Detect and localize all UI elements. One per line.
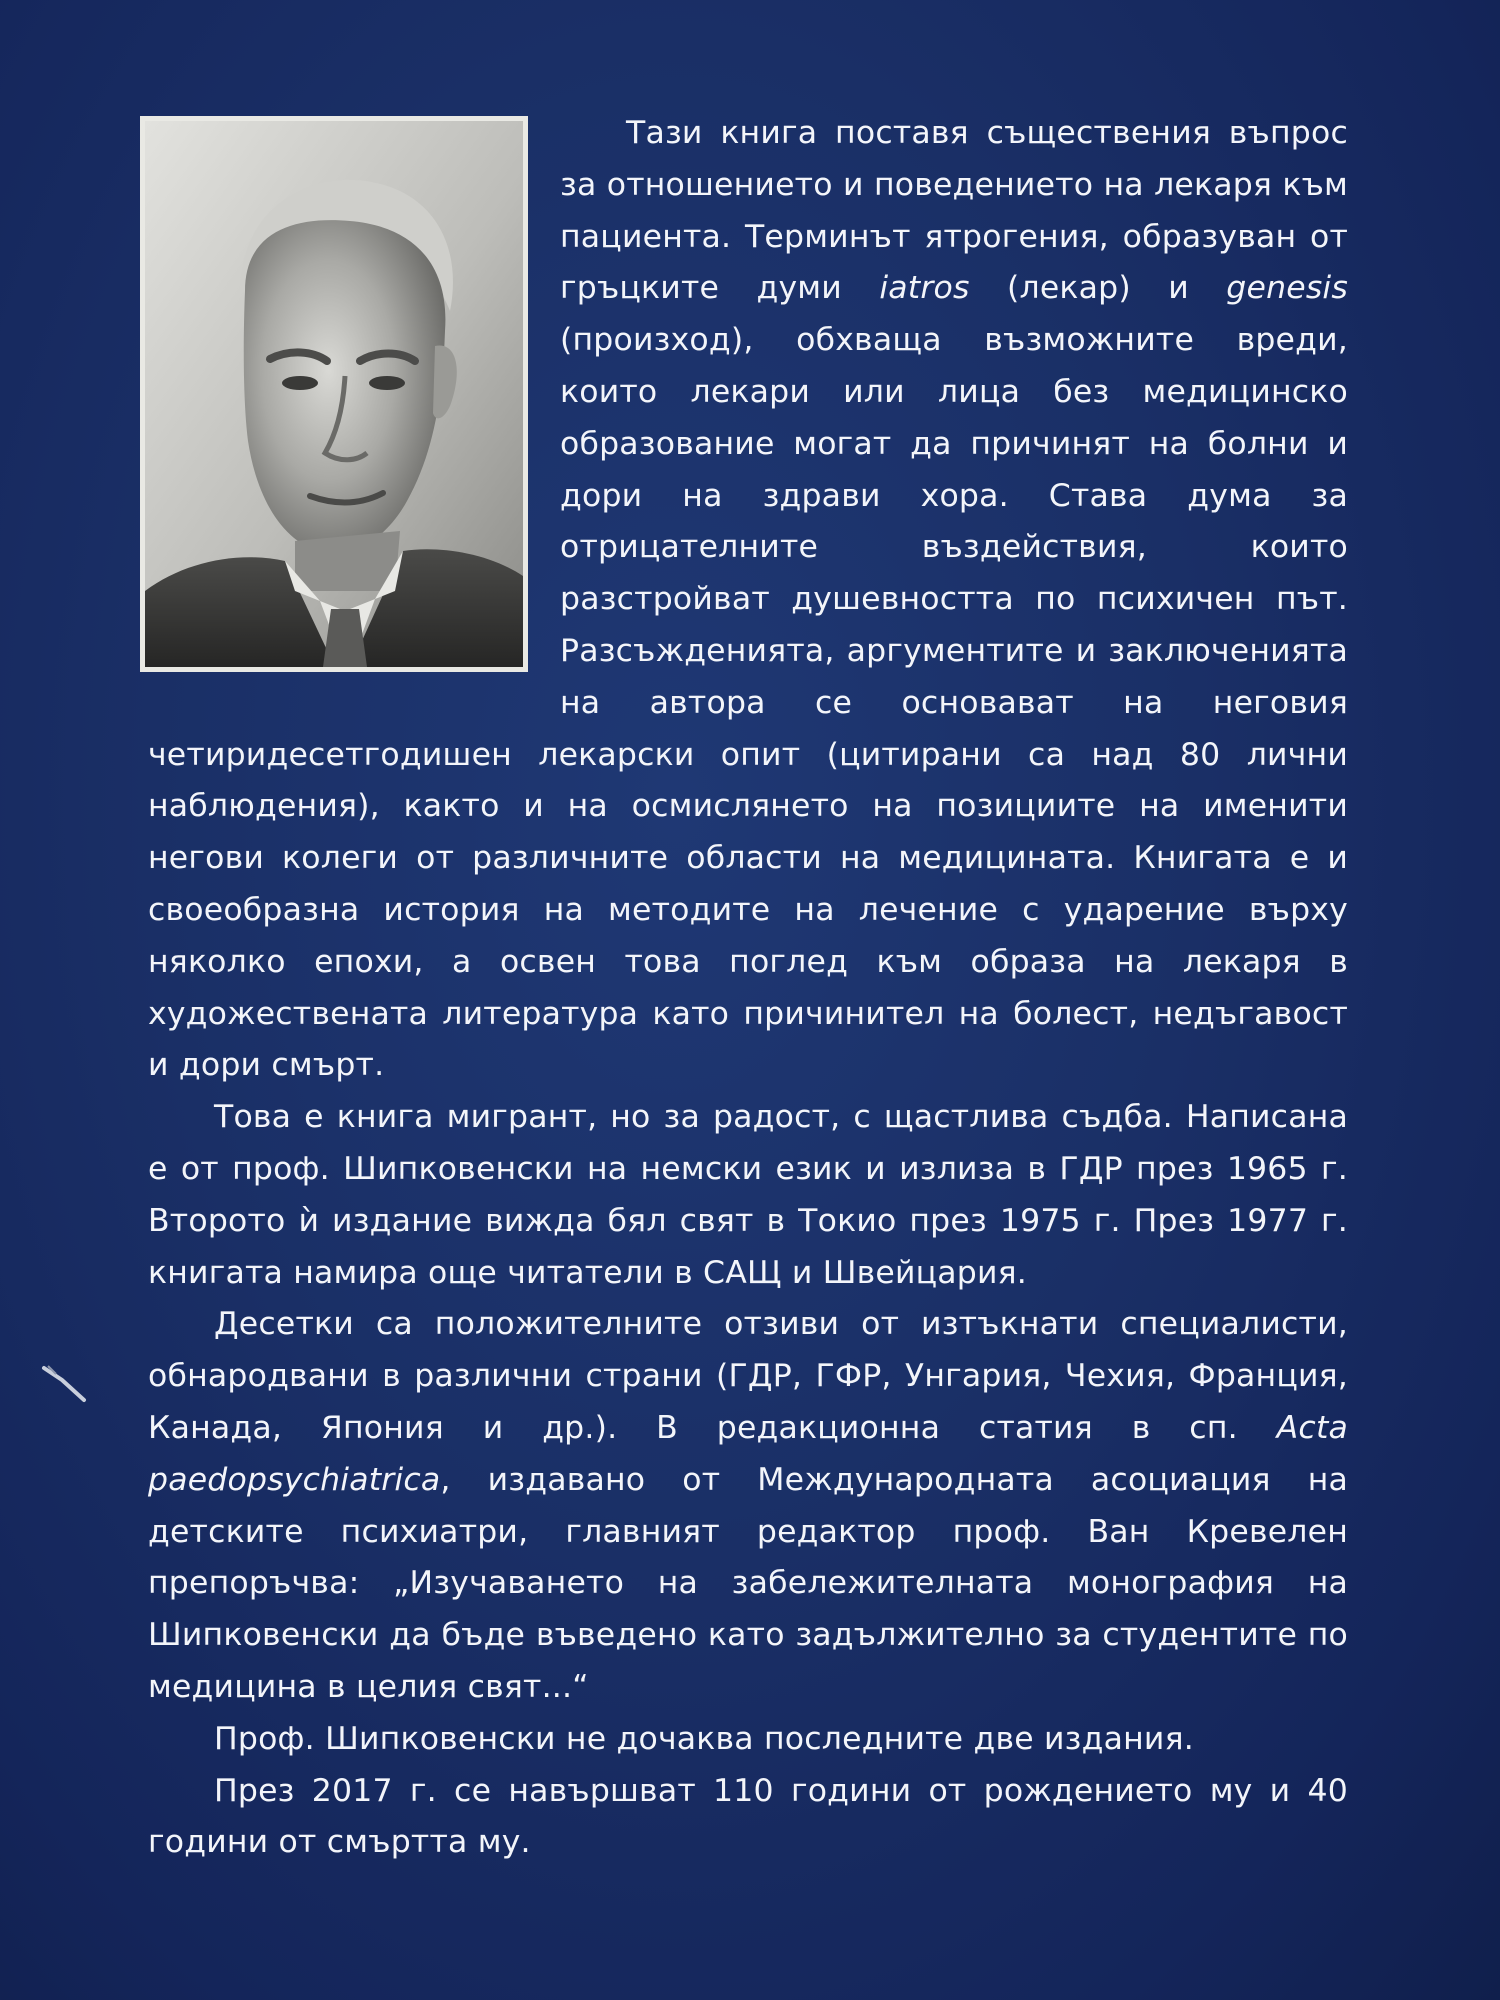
paragraph-3-part-a: Десетки са положителните отзиви от изтъкнати специалисти, обнародвани в различни страни (ГДР, ГФР, Унгария, Чехия, Франция, Канада, Япония и др.). В редакционна статия в сп. bbox=[148, 1306, 1348, 1446]
italic-journal-name: Acta paedopsychiatrica bbox=[148, 1409, 1348, 1498]
italic-term-iatros: iatros bbox=[879, 270, 970, 307]
photo-spacer bbox=[148, 108, 546, 678]
paragraph-2: Това е книга мигрант, но за радост, с щастлива съдба. Написана е от проф. Шипковенски на немски език и излиза в ГДР през 1965 г. Второто ѝ издание вижда бял свят в Токио през 1975 г. През 1977 г. книгата намира още читатели в САЩ и Швейцария. bbox=[148, 1099, 1348, 1291]
italic-term-genesis: genesis bbox=[1226, 270, 1348, 307]
paragraph-4: Проф. Шипковенски не дочаква последните две издания. bbox=[214, 1720, 1194, 1757]
surface-scratch-mark bbox=[38, 1360, 90, 1406]
paragraph-1-part-a: Тази книга поставя съществения въпрос за отношението и поведението на лекаря към пациента. Терминът ятрогения, образуван от гръцките думи bbox=[560, 115, 1348, 307]
paragraph-3 bbox=[148, 1299, 1348, 1713]
description-text bbox=[148, 108, 1348, 1869]
paragraph-1-part-c: (произход), обхваща възможните вреди, които лекари или лица без медицинско образование могат да причинят на болни и дори на здрави хора. Става дума за отрицателните въздействия, които разстройват душевността по психичен път. Разсъжденията, аргументите и заключенията на автора се основават на неговия четиридесетгодишен лекарски опит (цитирани са над 80 лични наблюдения), както и на осмислянето на позициите на именити негови колеги от различните области на медицината. Книгата е и своеобразна история на методите на лечение с ударение върху няколко епохи, а освен това поглед към образа на лекаря в художествената литература като причинител на болест, недъгавост и дори смърт. bbox=[148, 322, 1348, 1084]
paragraph-3-part-b: , издавано от Международната асоциация на детските психиатри, главният редактор проф. Ван Кревелен препоръчва: „Изучаването на забележителната монография на Шипковенски да бъде въведено като задължително за студентите по медицина в целия свят...“ bbox=[148, 1461, 1348, 1705]
paragraph-1-part-b: (лекар) и bbox=[969, 270, 1227, 307]
paragraph-5: През 2017 г. се навършват 110 години от рождението му и 40 години от смъртта му. bbox=[148, 1772, 1348, 1861]
